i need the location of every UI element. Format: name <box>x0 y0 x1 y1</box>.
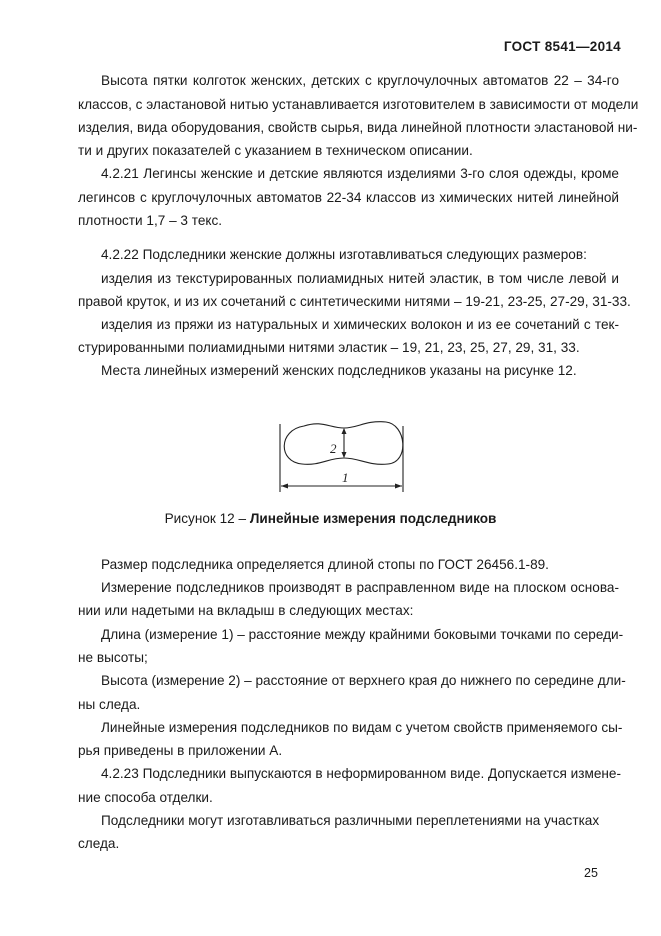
text-line: плотности 1,7 – 3 текс. <box>78 213 223 228</box>
text-line: Высота (измерение 2) – расстояние от верхнего края до нижнего по середине дли- <box>101 673 626 688</box>
text-line: Высота пятки колготок женских, детских с круглочулочных автоматов 22 – 34-го <box>101 73 619 88</box>
figure-caption <box>0 511 661 526</box>
text-line: изделия из текстурированных полиамидных нитей эластик, в том числе левой и <box>101 271 619 286</box>
text-line: изделия из пряжи из натуральных и химических волокон и из ее сочетаний с тек- <box>101 317 619 332</box>
text-line: классов, с эластановой нитью устанавливается изготовителем в зависимости от модели <box>78 97 639 112</box>
text-line: легинсов с круглочулочных автоматов 22-34 классов из химических нитей линейной <box>78 190 619 205</box>
text-line: не высоты; <box>78 650 148 665</box>
arrowhead <box>395 484 402 489</box>
text-line: Размер подследника определяется длиной стопы по ГОСТ 26456.1-89. <box>101 557 549 572</box>
text-line: Места линейных измерений женских подследников указаны на рисунке 12. <box>101 363 577 378</box>
arrowhead <box>342 452 347 458</box>
text-line: Подследники могут изготавливаться различными переплетениями на участках <box>101 813 600 828</box>
text-line: 4.2.22 Подследники женские должны изготавливаться следующих размеров: <box>101 247 587 262</box>
length-label: 1 <box>342 470 349 485</box>
document-header: ГОСТ 8541—2014 <box>503 39 621 54</box>
text-line: следа. <box>78 836 120 851</box>
text-line: стурированными полиамидными нитями эластик – 19, 21, 23, 25, 27, 29, 31, 33. <box>78 340 580 355</box>
height-label: 2 <box>330 441 337 456</box>
text-line: нии или надетыми на вкладыш в следующих местах: <box>78 603 414 618</box>
text-line: Измерение подследников производят в расправленном виде на плоском основа- <box>101 580 619 595</box>
figure-caption-prefix: Рисунок 12 – <box>164 511 250 526</box>
text-line: Линейные измерения подследников по видам с учетом свойств применяемого сы- <box>101 720 623 735</box>
text-line: ние способа отделки. <box>78 790 213 805</box>
text-line: Длина (измерение 1) – расстояние между крайними боковыми точками по середи- <box>101 627 624 642</box>
arrowhead <box>281 484 288 489</box>
text-line: ти и других показателей с указанием в техническом описании. <box>78 143 473 158</box>
figure-caption-title: Линейные измерения подследников <box>249 511 497 526</box>
text-line: ны следа. <box>78 697 141 712</box>
text-line: рья приведены в приложении А. <box>78 743 283 758</box>
figure-sock-measurements <box>270 412 410 499</box>
text-line: 4.2.23 Подследники выпускаются в неформированном виде. Допускается измене- <box>101 766 621 781</box>
text-line: 4.2.21 Легинсы женские и детские являются изделиями 3-го слоя одежды, кроме <box>101 166 619 181</box>
arrowhead <box>342 428 347 434</box>
text-line: изделия, вида оборудования, свойств сырья, вида линейной плотности эластановой ни- <box>78 120 638 135</box>
sock-diagram <box>270 412 410 494</box>
text-line: правой круток, и из их сочетаний с синтетическими нитями – 19-21, 23-25, 27-29, 31-33. <box>78 294 631 309</box>
page-number: 25 <box>584 866 598 880</box>
